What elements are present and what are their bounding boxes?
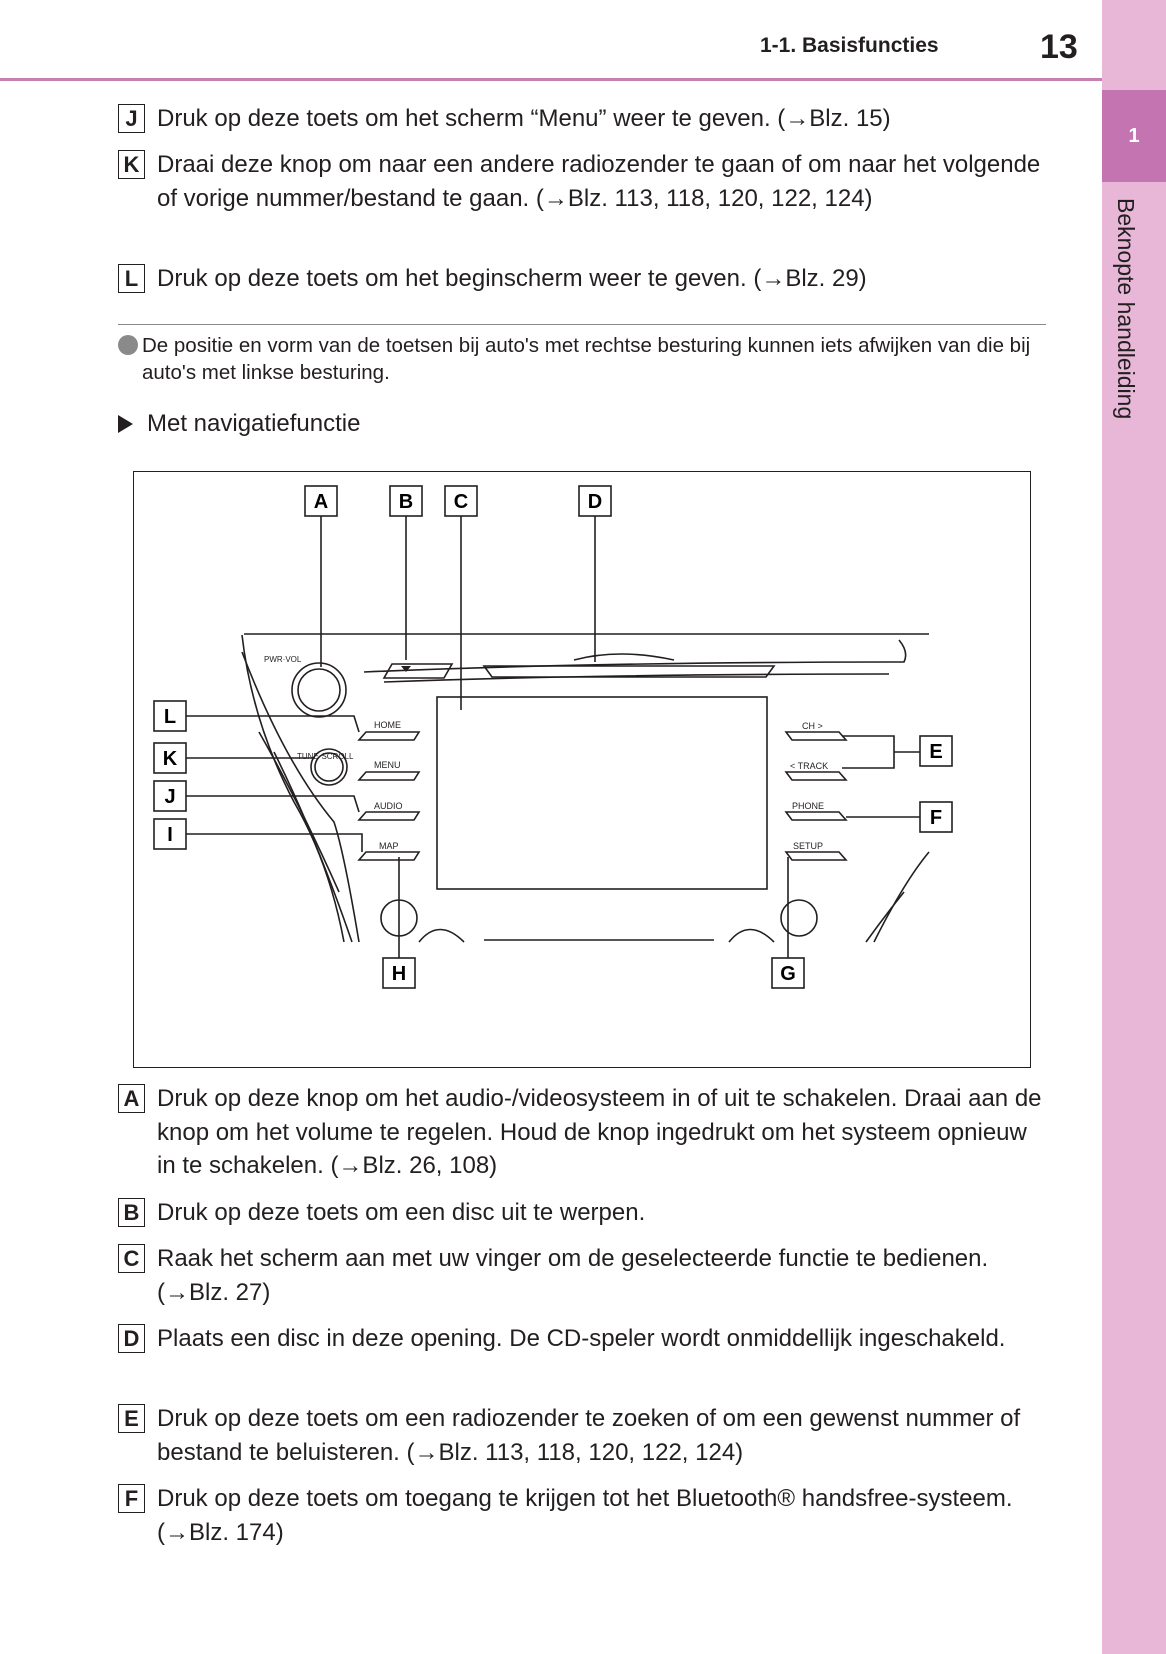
note-text: De positie en vorm van de toetsen bij auto's met rechtse besturing kunnen iets afwijken van die bij auto's met linkse besturing. <box>142 334 1031 384</box>
panel-labels <box>264 655 828 851</box>
callout-j: J <box>164 786 176 808</box>
key-badge: L <box>118 264 145 293</box>
label-tune-scroll: TUNE·SCROLL <box>297 752 354 761</box>
key-badge: K <box>118 150 145 179</box>
callout-l: L <box>163 706 177 728</box>
label-ch: CH > <box>802 721 823 731</box>
key-badge: A <box>118 1084 145 1113</box>
page-number: 13 <box>1040 28 1078 66</box>
item-text: Druk op deze toets om toegang te krijgen tot het Bluetooth® handsfree-systeem. (→Blz. 174) <box>157 1485 1013 1546</box>
key-badge: D <box>118 1324 145 1353</box>
label-audio: AUDIO <box>374 801 403 811</box>
key-badge: B <box>118 1198 145 1227</box>
chapter-side-tab <box>1102 0 1166 1654</box>
item-text: Plaats een disc in deze opening. De CD-speler wordt onmiddellijk ingeschakeld. <box>157 1325 1006 1352</box>
head-unit-diagram <box>134 472 1032 1069</box>
label-home: HOME <box>374 720 401 730</box>
item-text: Druk op deze toets om het scherm “Menu” weer te geven. (→Blz. 15) <box>157 105 891 132</box>
label-phone: PHONE <box>792 801 825 811</box>
callout-d: D <box>587 491 603 513</box>
callout-e: E <box>929 741 943 763</box>
divider <box>118 324 1046 325</box>
callout-a: A <box>313 491 329 513</box>
panel-outline <box>242 634 929 942</box>
item-text: Raak het scherm aan met uw vinger om de geselecteerde functie te bedienen. (→Blz. 27) <box>157 1245 989 1306</box>
label-pwr-vol: PWR·VOL <box>264 655 302 664</box>
key-badge: F <box>118 1484 145 1513</box>
leader-lines <box>181 514 920 958</box>
callout-i: I <box>167 824 173 846</box>
callouts <box>154 486 952 988</box>
header-rule <box>0 78 1102 81</box>
label-setup: SETUP <box>793 841 824 851</box>
callout-b: B <box>398 491 414 513</box>
item-text: Druk op deze toets om het beginscherm weer te geven. (→Blz. 29) <box>157 265 867 292</box>
section-title: 1-1. Basisfuncties <box>760 34 939 57</box>
callout-c: C <box>453 491 469 513</box>
chapter-number: 1 <box>1102 90 1166 182</box>
head-unit-figure <box>133 471 1031 1068</box>
item-text: Druk op deze toets om een disc uit te werpen. <box>157 1199 646 1226</box>
bullet-icon <box>118 335 138 355</box>
item-text: Druk op deze toets om een radiozender te zoeken of om een gewenst nummer of bestand te beluisteren. (→Blz. 113, 118, 120, 122, 124) <box>157 1405 1021 1466</box>
callout-h: H <box>391 963 407 985</box>
triangle-bullet-icon <box>118 415 133 433</box>
callout-k: K <box>162 748 178 770</box>
item-text: Draai deze knop om naar een andere radiozender te gaan of om naar het volgende of vorige nummer/bestand te gaan. (→Blz. 113, 118, 120, 122, 124) <box>157 151 1041 212</box>
key-badge: E <box>118 1404 145 1433</box>
label-menu: MENU <box>374 760 401 770</box>
chapter-title: Beknopte handleiding <box>1113 198 1139 420</box>
label-track: < TRACK <box>790 761 829 771</box>
callout-f: F <box>929 807 943 829</box>
key-badge: J <box>118 104 145 133</box>
subheading <box>118 410 360 438</box>
item-text: Druk op deze knop om het audio-/videosysteem in of uit te schakelen. Draai aan de knop om het volume te regelen. Houd de knop ingedrukt om het systeem opnieuw in te schakelen. (→Blz. 26, 108) <box>157 1085 1042 1179</box>
label-map: MAP <box>379 841 399 851</box>
subheading-text: Met navigatiefunctie <box>147 410 361 437</box>
key-badge: C <box>118 1244 145 1273</box>
callout-g: G <box>780 963 796 985</box>
